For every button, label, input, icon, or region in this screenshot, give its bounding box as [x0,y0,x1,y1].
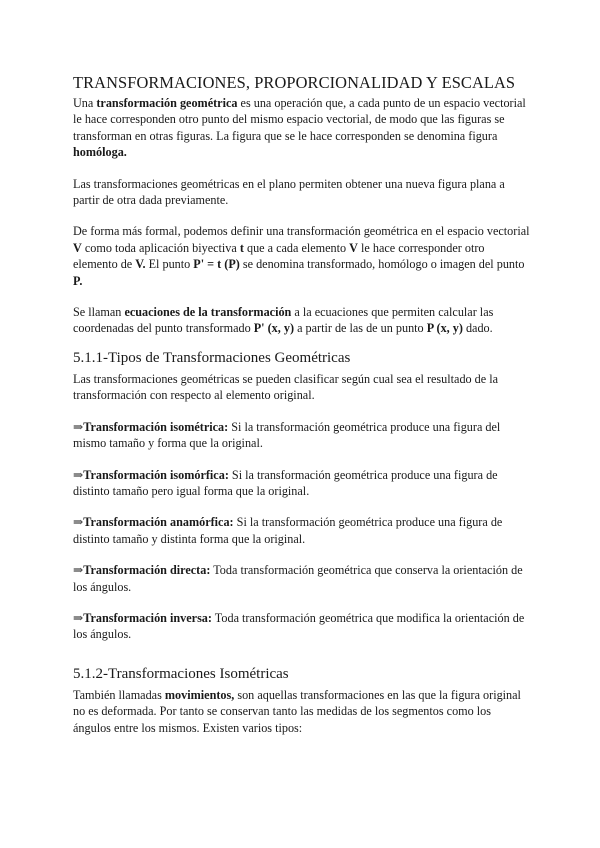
section2-paragraph: También llamadas movimientos, son aquellas transformaciones en las que la figura original no es deformada. Por tanto se conservan tanto las medidas de los segmentos como los ángulos entre los mismos. Existen varios tipos: [73,687,521,735]
arrow-icon: ⇒ [73,515,84,530]
section-heading-tipos: 5.1.1-Tipos de Transformaciones Geométricas [73,349,351,366]
term-transformacion-geometrica: transformación geométrica [96,96,238,110]
arrow-icon: ⇒ [73,563,84,578]
page-title: TRANSFORMACIONES, PROPORCIONALIDAD Y ESCALAS [73,73,516,92]
list-item-inversa: ⇒Transformación inversa: Toda transformación geométrica que modifica la orientación de los ángulos. [73,610,525,642]
arrow-icon: ⇒ [73,419,84,434]
section-heading-isometricas: 5.1.2-Transformaciones Isométricas [73,665,289,682]
intro-paragraph-2: Las transformaciones geométricas en el plano permiten obtener una nueva figura plana a partir de otra dada previamente. [73,176,505,208]
arrow-icon: ⇒ [73,467,84,482]
term-movimientos: movimientos, [164,687,235,702]
intro-paragraph-4: Se llaman ecuaciones de la transformación a la ecuaciones que permiten calcular las coordenadas del punto transformado P' (x, y) a partir de las de un punto P (x, y) dado. [73,305,494,336]
list-item-isometrica: ⇒Transformación isométrica: Si la transformación geométrica produce una figura del mismo tamaño y forma que la original. [73,419,501,451]
term-homologa: homóloga. [73,145,127,160]
list-item-isomorfica: ⇒Transformación isomórfica: Si la transformación geométrica produce una figura de distinto tamaño pero igual forma que la original. [73,467,498,498]
section1-intro: Las transformaciones geométricas se pueden clasificar según cual sea el resultado de la transformación con respecto al elemento original. [73,371,499,403]
term-ecuaciones: ecuaciones de la transformación [124,305,292,320]
list-item-anamorfica: ⇒Transformación anamórfica: Si la transformación geométrica produce una figura de distinto tamaño y distinta forma que la original. [73,515,503,546]
intro-paragraph-1: Una transformación geométrica es una operación que, a cada punto de un espacio vectorial le hace corresponden otro punto del mismo espacio vectorial, de modo que las figuras se transforman en otras figuras. La figura que se le hace corresponden se denomina figura homóloga. [73,96,526,160]
intro-paragraph-3: De forma más formal, podemos definir una transformación geométrica en el espacio vectorial V como toda aplicación biyectiva t que a cada elemento V le hace corresponder otro elemento de V. El punto P' = t (P) se denomina transformado, homólogo o imagen del punto P. [73,224,530,288]
list-item-directa: ⇒Transformación directa: Toda transformación geométrica que conserva la orientación de los ángulos. [73,563,523,594]
arrow-icon: ⇒ [73,610,84,625]
